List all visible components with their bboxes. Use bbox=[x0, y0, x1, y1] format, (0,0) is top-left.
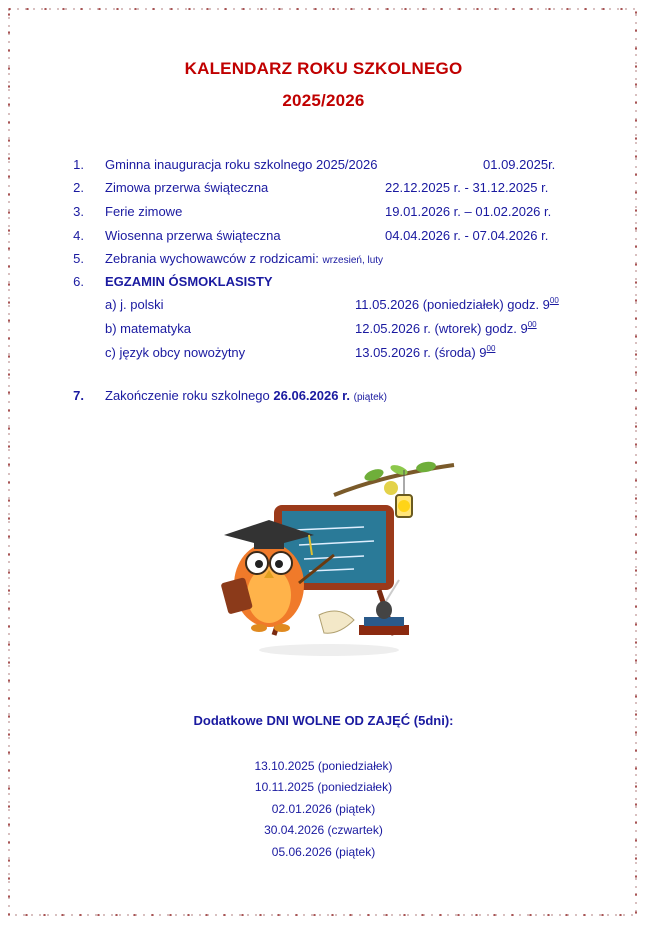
exam-row-polish: a) j. polski 11.05.2026 (poniedziałek) godz. $9^{00}$ bbox=[105, 296, 559, 312]
owl-teacher-illustration bbox=[214, 455, 459, 660]
list-item: 30.04.2026 (czwartek) bbox=[264, 823, 383, 837]
exam-row-language: c) język obcy nowożytny 13.05.2026 r. (środa) $9^{00}$ bbox=[105, 344, 496, 360]
exam-row-math: b) matematyka 12.05.2026 r. (wtorek) godz. $9^{00}$ bbox=[105, 320, 537, 336]
list-item: 05.06.2026 (piątek) bbox=[271, 845, 376, 859]
list-item: 10.11.2025 (poniedziałek) bbox=[254, 780, 393, 794]
list-item: 13.10.2025 (poniedziałek) bbox=[254, 759, 393, 773]
page-title: KALENDARZ ROKU SZKOLNEGO bbox=[184, 59, 463, 78]
school-year: 2025/2026 bbox=[282, 91, 365, 110]
list-item: 02.01.2026 (piątek) bbox=[271, 802, 376, 816]
days-off-heading: Dodatkowe DNI WOLNE OD ZAJĘĆ (5dni): bbox=[193, 713, 454, 728]
